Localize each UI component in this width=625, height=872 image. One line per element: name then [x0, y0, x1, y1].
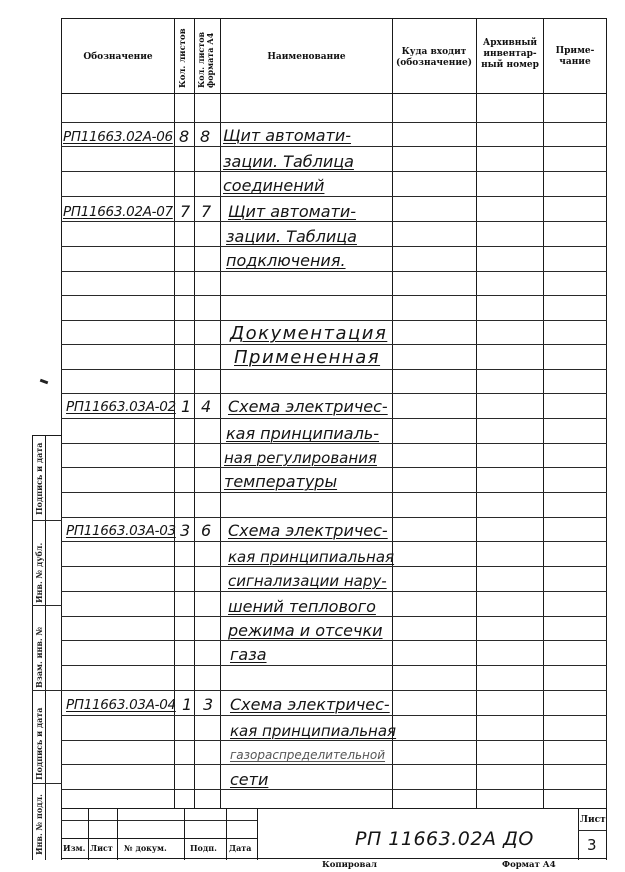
entry-name-line: подключения.: [226, 251, 346, 270]
table-row-line: [61, 221, 607, 222]
entry-sheets: 1: [182, 695, 193, 714]
table-row-line: [61, 492, 607, 493]
entry-designation: РП11663.02А-07: [63, 204, 173, 220]
table-row-line: [61, 271, 607, 272]
title-block-divider: [257, 808, 258, 860]
entry-name-line: газораспределительной: [230, 748, 386, 762]
entry-sheets: 3: [180, 521, 191, 540]
entry-sheets: 7: [180, 202, 191, 221]
title-col-sheet: Лист: [90, 843, 113, 853]
table-row-line: [61, 591, 607, 592]
entry-designation: РП11663.03А-02: [66, 399, 176, 415]
header-sheet-count: Кол. листов: [178, 28, 188, 88]
frame-right-border: [606, 18, 607, 860]
side-label-signature-date-2: Подпись и дата: [34, 707, 44, 780]
title-col-change: Изм.: [63, 843, 86, 853]
header-designation: Обозначение: [83, 52, 153, 62]
header-sheet-count-a4: Кол. листов формата А4: [196, 31, 215, 88]
header-note: Приме-чание: [555, 46, 595, 67]
entry-name-line: кая принципиальная: [230, 722, 397, 740]
title-block-line: [578, 830, 606, 831]
table-row-line: [61, 146, 607, 147]
scan-mark: [40, 379, 49, 385]
entry-sheets-a4: 3: [203, 695, 214, 714]
table-row-line: [61, 640, 607, 641]
frame-bottom-border: [61, 858, 607, 859]
document-code: РП 11663.02А ДО: [355, 828, 534, 850]
entry-designation: РП11663.03А-04: [66, 697, 176, 713]
entry-name-line: кая принципиаль-: [226, 424, 380, 443]
table-row-line: [61, 443, 607, 444]
table-row-line: [61, 715, 607, 716]
entry-name-line: режима и отсечки: [228, 621, 383, 640]
title-block-top: [61, 808, 607, 809]
title-col-doc-number: № докум.: [124, 843, 167, 853]
table-row-line: [61, 171, 607, 172]
side-stamp-line: [32, 520, 62, 521]
side-label-signature-date: Подпись и дата: [34, 442, 44, 515]
table-row-line: [61, 467, 607, 468]
header-name: Наименование: [267, 52, 346, 62]
table-row-line: [61, 418, 607, 419]
sheet-number: 3: [587, 836, 597, 854]
entry-sheets-a4: 7: [201, 202, 212, 221]
title-block-divider: [578, 808, 579, 860]
section-subtitle: Примененная: [234, 347, 381, 368]
side-stamp-line: [32, 690, 62, 691]
table-row-line: [61, 517, 607, 518]
title-col-signature: Подп.: [190, 843, 217, 853]
entry-designation: РП11663.03А-03: [66, 523, 176, 539]
entry-sheets-a4: 6: [201, 521, 212, 540]
table-row-line: [61, 665, 607, 666]
title-block-divider: [88, 808, 89, 860]
entry-name-line: сигнализации нару-: [228, 572, 387, 590]
entry-name-line: кая принципиальная: [228, 548, 395, 566]
table-row-line: [61, 320, 607, 321]
entry-name-line: ная регулирования: [224, 449, 377, 467]
side-stamp-border: [32, 435, 33, 860]
side-label-original-inventory: Инв. № подл.: [34, 794, 44, 855]
table-row-line: [61, 690, 607, 691]
entry-name-line: газа: [230, 645, 267, 664]
entry-name-line: соединений: [223, 176, 325, 195]
table-row-line: [61, 616, 607, 617]
section-title: Документация: [230, 323, 388, 344]
title-block-line: [61, 820, 257, 821]
entry-name-line: зации. Таблица: [223, 152, 354, 171]
side-stamp-line: [32, 605, 62, 606]
entry-sheets-a4: 8: [200, 127, 211, 146]
entry-sheets: 8: [179, 127, 190, 146]
table-row-line: [61, 369, 607, 370]
frame-top-border: [61, 18, 607, 19]
entry-sheets-a4: 4: [201, 397, 212, 416]
header-archive-number: Архивный инвентар-ный номер: [481, 38, 539, 70]
title-block-divider: [184, 808, 185, 860]
table-row-line: [61, 566, 607, 567]
title-block-line: [61, 838, 257, 839]
title-block-divider: [226, 808, 227, 860]
entry-name-line: шений теплового: [228, 597, 376, 616]
entry-sheets: 1: [181, 397, 192, 416]
entry-name-line: температуры: [224, 472, 338, 491]
entry-name-line: Схема электричес-: [228, 397, 388, 416]
entry-name-line: Щит автомати-: [228, 202, 357, 221]
header-bottom-line: [61, 93, 607, 94]
table-row-line: [61, 789, 607, 790]
side-label-replacement-inventory: Взам. инв. №: [34, 626, 44, 688]
entry-name-line: зации. Таблица: [226, 227, 357, 246]
table-row-line: [61, 344, 607, 345]
table-row-line: [61, 246, 607, 247]
table-row-line: [61, 393, 607, 394]
table-row-line: [61, 122, 607, 123]
frame-left-border: [61, 18, 62, 860]
entry-name-line: Схема электричес-: [230, 695, 390, 714]
entry-designation: РП11663.02А-06: [63, 129, 173, 145]
table-row-line: [61, 295, 607, 296]
sheet-label: Лист: [580, 815, 606, 825]
footer-copied: Копировал: [322, 860, 377, 870]
side-stamp-top: [32, 435, 62, 436]
entry-name-line: Щит автомати-: [223, 126, 352, 145]
side-stamp-divider: [45, 435, 46, 860]
title-block-divider: [117, 808, 118, 860]
table-row-line: [61, 541, 607, 542]
title-col-date: Дата: [229, 843, 252, 853]
table-row-line: [61, 196, 607, 197]
table-row-line: [61, 764, 607, 765]
footer-format: Формат А4: [502, 860, 556, 870]
table-row-line: [61, 740, 607, 741]
entry-name-line: сети: [230, 770, 269, 789]
header-where-used: Куда входит (обозначение): [396, 47, 472, 68]
entry-name-line: Схема электричес-: [228, 521, 388, 540]
side-label-dup-inventory: Инв. № дубл.: [34, 542, 44, 603]
side-stamp-line: [32, 783, 62, 784]
